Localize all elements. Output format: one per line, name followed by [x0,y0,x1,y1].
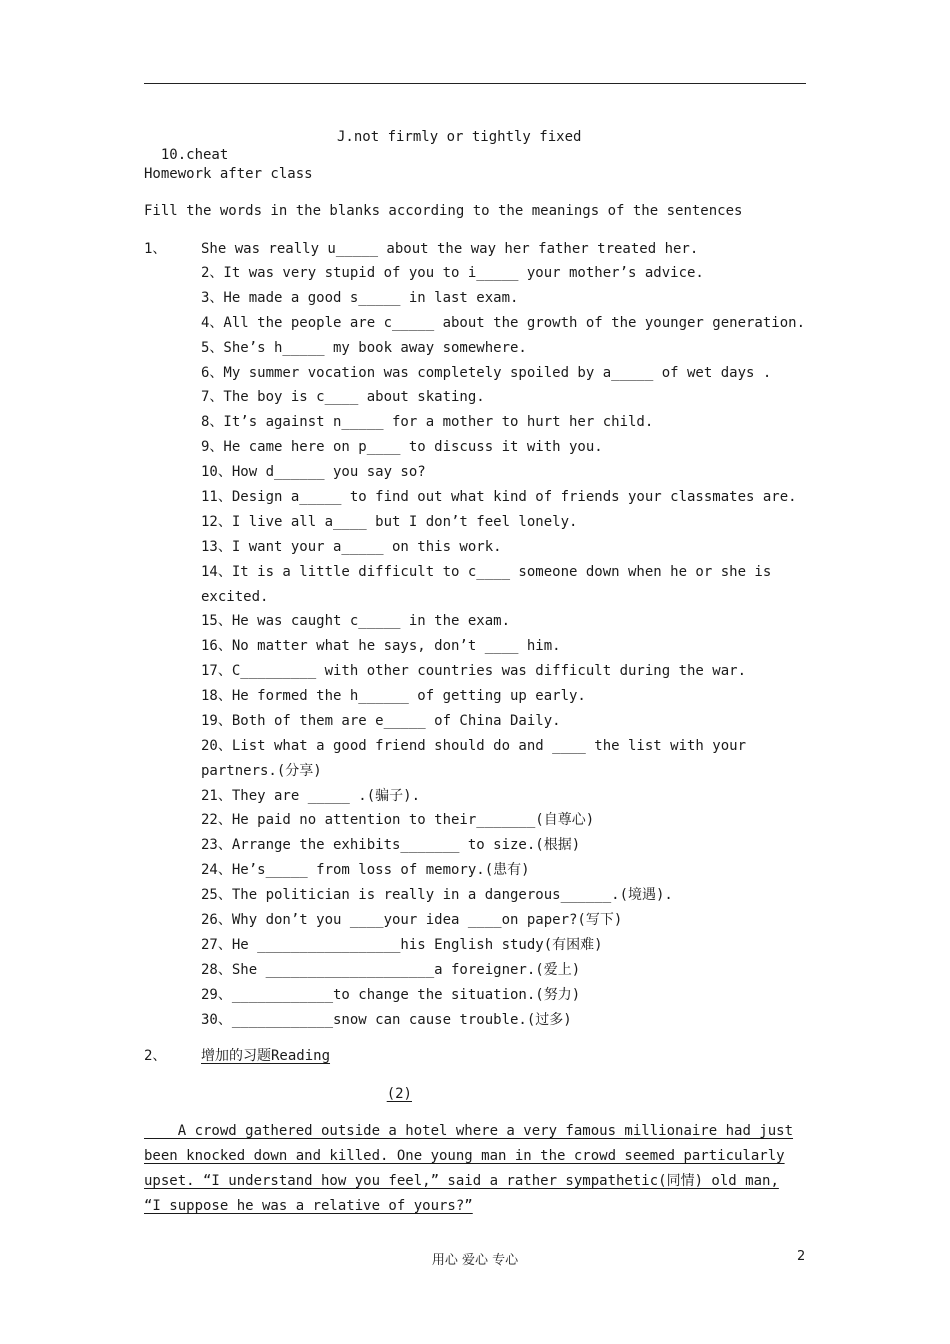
reading-line: been knocked down and killed. One young man in the crowd seemed particularly [144,1148,785,1164]
exercise-item: 7、The boy is c____ about skating. [201,389,485,405]
exercise-item: 20、List what a good friend should do and ____ the list with your [201,738,747,754]
cheat-row [144,128,582,164]
section2-subtitle [144,1085,412,1103]
exercise-item-continued: excited. [201,589,269,605]
exercise-item: 12、I live all a____ but I don’t feel lonely. [201,514,578,530]
exercise-1: She was really u_____ about the way her father treated her. [201,241,699,257]
section1-label: 1、 [144,241,167,257]
exercise-item: 6、My summer vocation was completely spoiled by a_____ of wet days . [201,365,772,381]
reading-line: upset. “I understand how you feel,” said a rather sympathetic(同情) old man, [144,1173,779,1189]
exercise-item: 3、He made a good s_____ in last exam. [201,290,519,306]
exercise-item: 13、I want your a_____ on this work. [201,539,502,555]
exercise-item: 27、He _________________his English study(有困难) [201,937,603,953]
cheat-definition: J.not firmly or tightly fixed [337,129,582,145]
exercise-item: 8、It’s against n_____ for a mother to hurt her child. [201,414,654,430]
exercise-item: 29、____________to change the situation.(努力) [201,987,581,1003]
section2-title: 增加的习题Reading [201,1048,331,1064]
exercise-item: 26、Why don’t you ____your idea ____on paper?(写下) [201,912,623,928]
exercise-item: 5、She’s h_____ my book away somewhere. [201,340,527,356]
exercise-item: 11、Design a_____ to find out what kind of friends your classmates are. [201,489,797,505]
reading-line: A crowd gathered outside a hotel where a very famous millionaire had just [144,1123,794,1139]
exercise-item: 21、They are _____ .(骗子). [201,788,421,804]
cheat-number: 10.cheat [160,147,229,163]
instruction: Fill the words in the blanks according to the meanings of the sentences [144,203,743,219]
exercise-item-continued: partners.(分享) [201,763,322,779]
exercise-item: 16、No matter what he says, don’t ____ him. [201,638,561,654]
exercise-item: 23、Arrange the exhibits_______ to size.(根据) [201,837,581,853]
exercise-item: 14、It is a little difficult to c____ someone down when he or she is [201,564,772,580]
reading-line: “I suppose he was a relative of yours?” [144,1198,473,1214]
exercise-item: 17、C_________ with other countries was difficult during the war. [201,663,747,679]
section2-label: 2、 [144,1048,167,1064]
header-rule [144,83,806,84]
exercise-item: 9、He came here on p____ to discuss it with you. [201,439,603,455]
page-number: 2 [797,1249,806,1264]
footer-motto: 用心 爱心 专心 [431,1253,519,1268]
section2-subtitle-text: (2) [386,1086,412,1102]
exercise-item: 28、She ____________________a foreigner.(爱上) [201,962,581,978]
exercise-item: 24、He’s_____ from loss of memory.(患有) [201,862,530,878]
exercise-item: 4、All the people are c_____ about the growth of the younger generation. [201,315,806,331]
exercise-item: 18、He formed the h______ of getting up early. [201,688,586,704]
exercise-item: 10、How d______ you say so? [201,464,426,480]
exercise-item: 22、He paid no attention to their_______(自尊心) [201,812,595,828]
homework-title: Homework after class [144,166,313,182]
exercise-item: 2、It was very stupid of you to i_____ your mother’s advice. [201,265,704,281]
exercise-item: 15、He was caught c_____ in the exam. [201,613,511,629]
exercise-item: 30、____________snow can cause trouble.(过多) [201,1012,572,1028]
exercise-item: 19、Both of them are e_____ of China Daily. [201,713,561,729]
exercise-item: 25、The politician is really in a dangerous______.(境遇). [201,887,673,903]
